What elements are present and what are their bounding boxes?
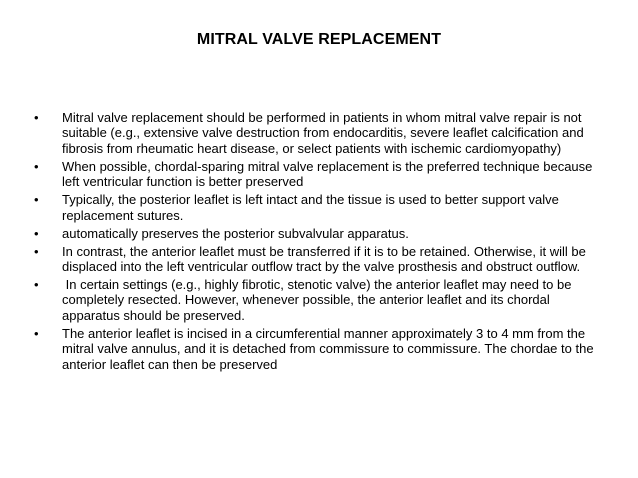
bullet-marker: • [34, 158, 39, 174]
bullet-item [34, 192, 594, 223]
bullet-item [34, 325, 598, 372]
bullet-item [34, 158, 597, 190]
bullet-text: In certain settings (e.g., highly fibrotic, stenotic valve) the anterior leaflet may need to be completely resected. However, whenever possible, the anterior leaflet and its chordal apparatus should be preserved. [62, 277, 576, 323]
bullet-item [34, 110, 594, 156]
bullet-item [34, 277, 594, 323]
bullet-marker: • [34, 325, 39, 341]
bullet-text: Mitral valve replacement should be performed in patients in whom mitral valve repair is not suitable (e.g., extensive valve destruction from endocarditis, severe leaflet calcification and fibrosis from rheumatic heart disease, or select patients with ischemic cardiomyopathy) [62, 110, 588, 156]
bullet-text: The anterior leaflet is incised in a circumferential manner approximately 3 to 4 mm from the mitral valve annulus, and it is detached from commissure to commissure. The chordae to the anterior leaflet can then be preserved [62, 325, 598, 372]
slide-title: MITRAL VALVE REPLACEMENT [196, 31, 442, 48]
bullet-list [34, 110, 598, 375]
bullet-text: automatically preserves the posterior subvalvular apparatus. [62, 225, 409, 241]
bullet-text: Typically, the posterior leaflet is left intact and the tissue is used to better support valve replacement sutures. [62, 192, 563, 223]
bullet-text: In contrast, the anterior leaflet must be transferred if it is to be retained. Otherwise, it will be displaced into the left ventricular outflow tract by the valve prosthesis and obstruct outflow. [62, 243, 590, 275]
bullet-item [34, 244, 594, 275]
bullet-marker: • [34, 243, 39, 259]
bullet-marker: • [34, 225, 39, 241]
bullet-text: When possible, chordal-sparing mitral valve replacement is the preferred technique because left ventricular function is better preserved [62, 158, 597, 190]
bullet-marker: • [34, 110, 39, 125]
bullet-marker: • [34, 277, 39, 293]
bullet-item [34, 226, 594, 241]
bullet-marker: • [34, 192, 39, 208]
